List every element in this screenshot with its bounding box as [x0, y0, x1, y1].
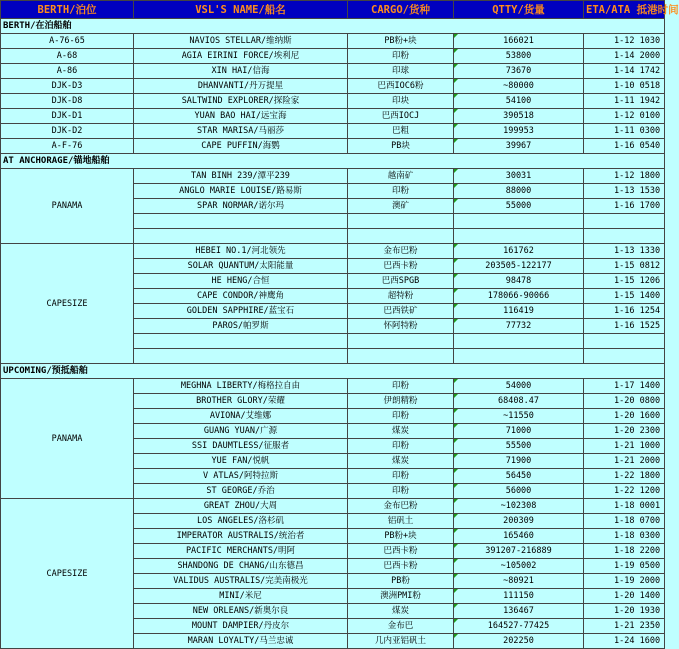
quantity-cell[interactable]: 73670 [454, 64, 584, 79]
quantity-cell[interactable]: 77732 [454, 319, 584, 334]
vessel-name-cell[interactable]: V ATLAS/阿特拉斯 [134, 469, 348, 484]
eta-cell[interactable]: 1-18 0001 [584, 499, 665, 514]
vessel-class-cell[interactable]: CAPESIZE [1, 499, 134, 649]
cargo-cell[interactable]: 铝矾土 [348, 514, 454, 529]
quantity-cell[interactable]: 98478 [454, 274, 584, 289]
empty-cell[interactable] [584, 349, 665, 364]
vessel-name-cell[interactable]: PACIFIC MERCHANTS/明阿 [134, 544, 348, 559]
quantity-cell[interactable]: 55500 [454, 439, 584, 454]
quantity-cell[interactable]: ~11550 [454, 409, 584, 424]
eta-cell[interactable]: 1-16 1254 [584, 304, 665, 319]
cargo-cell[interactable]: 印粉 [348, 49, 454, 64]
cargo-cell[interactable]: 伊朗精粉 [348, 394, 454, 409]
vessel-class-cell[interactable]: PANAMA [1, 169, 134, 244]
vessel-name-cell[interactable]: MARAN LOYALTY/马兰忠诚 [134, 634, 348, 649]
table-row [1, 499, 665, 514]
quantity-cell[interactable]: 200309 [454, 514, 584, 529]
eta-cell[interactable]: 1-12 0100 [584, 109, 665, 124]
quantity-cell[interactable]: 56000 [454, 484, 584, 499]
empty-cell[interactable] [454, 229, 584, 244]
vessel-name-cell[interactable]: NEW ORLEANS/新奥尔良 [134, 604, 348, 619]
table-row [1, 109, 665, 124]
cargo-cell[interactable]: 金布巴粉 [348, 244, 454, 259]
cargo-cell[interactable]: 金布巴 [348, 619, 454, 634]
empty-cell[interactable] [134, 334, 348, 349]
eta-cell[interactable]: 1-20 1930 [584, 604, 665, 619]
eta-cell[interactable]: 1-12 1800 [584, 169, 665, 184]
vessel-name-cell[interactable]: BROTHER GLORY/荣耀 [134, 394, 348, 409]
eta-cell[interactable]: 1-16 0540 [584, 139, 665, 154]
cargo-cell[interactable]: 巴西卡粉 [348, 559, 454, 574]
berth-cell[interactable]: DJK-D8 [1, 94, 134, 109]
quantity-cell[interactable]: ~80000 [454, 79, 584, 94]
quantity-cell[interactable]: 54100 [454, 94, 584, 109]
eta-cell[interactable]: 1-16 1525 [584, 319, 665, 334]
quantity-cell[interactable]: 116419 [454, 304, 584, 319]
empty-cell[interactable] [348, 214, 454, 229]
vessel-name-cell[interactable]: GOLDEN SAPPHIRE/蓝宝石 [134, 304, 348, 319]
cargo-cell[interactable]: 印块 [348, 94, 454, 109]
eta-cell[interactable]: 1-14 1742 [584, 64, 665, 79]
section-upcoming [1, 364, 665, 379]
vessel-name-cell[interactable]: TAN BINH 239/潭平239 [134, 169, 348, 184]
cargo-cell[interactable]: 印粉 [348, 409, 454, 424]
eta-cell[interactable]: 1-21 1000 [584, 439, 665, 454]
cargo-cell[interactable]: 巴西卡粉 [348, 544, 454, 559]
cargo-cell[interactable]: 煤炭 [348, 424, 454, 439]
vessel-name-cell[interactable]: YUE FAN/悦帆 [134, 454, 348, 469]
berth-cell[interactable]: A-76-65 [1, 34, 134, 49]
quantity-cell[interactable]: 391207-216889 [454, 544, 584, 559]
berth-cell[interactable]: A-86 [1, 64, 134, 79]
vessel-name-cell[interactable]: AVIONA/艾维娜 [134, 409, 348, 424]
vessel-class-cell[interactable]: CAPESIZE [1, 244, 134, 364]
quantity-cell[interactable]: ~105002 [454, 559, 584, 574]
table-row [1, 34, 665, 49]
cargo-cell[interactable]: 印粉 [348, 439, 454, 454]
vessel-name-cell[interactable]: ST GEORGE/乔治 [134, 484, 348, 499]
empty-cell[interactable] [134, 214, 348, 229]
quantity-cell[interactable]: 136467 [454, 604, 584, 619]
vessel-name-cell[interactable]: SOLAR QUANTUM/太阳能量 [134, 259, 348, 274]
table-row [1, 244, 665, 259]
section-title[interactable]: BERTH/在泊船舶 [1, 19, 665, 34]
empty-cell[interactable] [348, 334, 454, 349]
cargo-cell[interactable]: PB粉+块 [348, 34, 454, 49]
empty-cell[interactable] [454, 214, 584, 229]
vessel-name-cell[interactable]: CAPE CONDOR/神鹰角 [134, 289, 348, 304]
vessel-name-cell[interactable]: DHANVANTI/丹万提星 [134, 79, 348, 94]
empty-cell[interactable] [348, 229, 454, 244]
quantity-cell[interactable]: 178066-90066 [454, 289, 584, 304]
eta-cell[interactable]: 1-19 0500 [584, 559, 665, 574]
vessel-name-cell[interactable]: GUANG YUAN/广源 [134, 424, 348, 439]
eta-cell[interactable]: 1-20 1600 [584, 409, 665, 424]
quantity-cell[interactable]: 164527-77425 [454, 619, 584, 634]
vessel-name-cell[interactable]: MOUNT DAMPIER/丹皮尔 [134, 619, 348, 634]
eta-cell[interactable]: 1-22 1800 [584, 469, 665, 484]
vessel-name-cell[interactable]: STAR MARISA/马丽莎 [134, 124, 348, 139]
vessel-name-cell[interactable]: CAPE PUFFIN/海鹦 [134, 139, 348, 154]
quantity-cell[interactable]: 54000 [454, 379, 584, 394]
eta-cell[interactable]: 1-22 1200 [584, 484, 665, 499]
cargo-cell[interactable]: 印粉 [348, 484, 454, 499]
cargo-cell[interactable]: 巴西SPGB [348, 274, 454, 289]
table-row [1, 64, 665, 79]
empty-cell[interactable] [348, 349, 454, 364]
eta-cell[interactable]: 1-18 2200 [584, 544, 665, 559]
section-title[interactable]: UPCOMING/预抵船舶 [1, 364, 665, 379]
cargo-cell[interactable]: 金布巴粉 [348, 499, 454, 514]
cargo-cell[interactable]: 超特粉 [348, 289, 454, 304]
cargo-cell[interactable]: 印球 [348, 64, 454, 79]
table-row [1, 124, 665, 139]
eta-cell[interactable]: 1-20 1400 [584, 589, 665, 604]
vessel-name-cell[interactable]: GREAT ZHOU/大周 [134, 499, 348, 514]
cargo-cell[interactable]: PB粉+块 [348, 529, 454, 544]
section-title[interactable]: AT ANCHORAGE/锚地船舶 [1, 154, 665, 169]
table-row [1, 169, 665, 184]
quantity-cell[interactable]: 71900 [454, 454, 584, 469]
quantity-cell[interactable]: 55000 [454, 199, 584, 214]
vessel-name-cell[interactable]: HE HENG/合恒 [134, 274, 348, 289]
empty-cell[interactable] [454, 349, 584, 364]
cargo-cell[interactable]: 巴西卡粉 [348, 259, 454, 274]
empty-cell[interactable] [584, 229, 665, 244]
eta-cell[interactable]: 1-18 0300 [584, 529, 665, 544]
vessel-name-cell[interactable]: VALIDUS AUSTRALIS/完美南极光 [134, 574, 348, 589]
header-row [1, 1, 665, 19]
cargo-cell[interactable]: PB块 [348, 139, 454, 154]
section-anchorage [1, 154, 665, 169]
header-vessel-name[interactable]: VSL'S NAME/船名 [134, 1, 348, 19]
empty-cell[interactable] [584, 334, 665, 349]
eta-cell[interactable]: 1-16 1700 [584, 199, 665, 214]
quantity-cell[interactable]: 88000 [454, 184, 584, 199]
cargo-cell[interactable]: 煤炭 [348, 454, 454, 469]
eta-cell[interactable]: 1-20 2300 [584, 424, 665, 439]
eta-cell[interactable]: 1-15 1206 [584, 274, 665, 289]
eta-cell[interactable]: 1-19 2000 [584, 574, 665, 589]
eta-cell[interactable]: 1-10 0518 [584, 79, 665, 94]
vessel-name-cell[interactable]: SHANDONG DE CHANG/山东德昌 [134, 559, 348, 574]
vessel-name-cell[interactable]: IMPERATOR AUSTRALIS/统治者 [134, 529, 348, 544]
table-row [1, 79, 665, 94]
quantity-cell[interactable]: 68408.47 [454, 394, 584, 409]
cargo-cell[interactable]: 煤炭 [348, 604, 454, 619]
cargo-cell[interactable]: 澳洲PMI粉 [348, 589, 454, 604]
quantity-cell[interactable]: 71000 [454, 424, 584, 439]
quantity-cell[interactable]: 202250 [454, 634, 584, 649]
vessel-name-cell[interactable]: ANGLO MARIE LOUISE/路易斯 [134, 184, 348, 199]
quantity-cell[interactable]: 111150 [454, 589, 584, 604]
cargo-cell[interactable]: 怀阿特粉 [348, 319, 454, 334]
cargo-cell[interactable]: 巴粗 [348, 124, 454, 139]
table-row [1, 94, 665, 109]
vessel-class-cell[interactable]: PANAMA [1, 379, 134, 499]
quantity-cell[interactable]: 390518 [454, 109, 584, 124]
empty-cell[interactable] [454, 334, 584, 349]
header-cargo[interactable]: CARGO/货种 [348, 1, 454, 19]
berth-cell[interactable]: DJK-D2 [1, 124, 134, 139]
vessel-name-cell[interactable]: PAROS/帕罗斯 [134, 319, 348, 334]
vessel-name-cell[interactable]: HEBEI NO.1/河北领先 [134, 244, 348, 259]
cargo-cell[interactable]: 几内亚铝矾土 [348, 634, 454, 649]
berth-cell[interactable]: DJK-D1 [1, 109, 134, 124]
eta-cell[interactable]: 1-15 0812 [584, 259, 665, 274]
cargo-cell[interactable]: 巴西IOCJ [348, 109, 454, 124]
berth-cell[interactable]: DJK-D3 [1, 79, 134, 94]
quantity-cell[interactable]: 53800 [454, 49, 584, 64]
eta-cell[interactable]: 1-24 1600 [584, 634, 665, 649]
vessel-name-cell[interactable]: LOS ANGELES/洛杉矶 [134, 514, 348, 529]
quantity-cell[interactable]: 199953 [454, 124, 584, 139]
eta-cell[interactable]: 1-11 1942 [584, 94, 665, 109]
empty-cell[interactable] [134, 349, 348, 364]
vessel-name-cell[interactable]: NAVIOS STELLAR/维纳斯 [134, 34, 348, 49]
empty-cell[interactable] [134, 229, 348, 244]
eta-cell[interactable]: 1-13 1330 [584, 244, 665, 259]
quantity-cell[interactable]: 161762 [454, 244, 584, 259]
header-eta[interactable]: ETA/ATA 抵港时间 [584, 1, 665, 19]
cargo-cell[interactable]: 印粉 [348, 184, 454, 199]
cargo-cell[interactable]: 越南矿 [348, 169, 454, 184]
eta-cell[interactable]: 1-11 0300 [584, 124, 665, 139]
eta-cell[interactable]: 1-12 1030 [584, 34, 665, 49]
quantity-cell[interactable]: 56450 [454, 469, 584, 484]
vessel-name-cell[interactable]: SPAR NORMAR/诺尔玛 [134, 199, 348, 214]
table-row [1, 139, 665, 154]
cargo-cell[interactable]: 巴西IOC6粉 [348, 79, 454, 94]
cargo-cell[interactable]: 印粉 [348, 379, 454, 394]
eta-cell[interactable]: 1-15 1400 [584, 289, 665, 304]
eta-cell[interactable]: 1-17 1400 [584, 379, 665, 394]
header-quantity[interactable]: QTTY/货量 [454, 1, 584, 19]
empty-cell[interactable] [584, 214, 665, 229]
table-row [1, 379, 665, 394]
eta-cell[interactable]: 1-14 2000 [584, 49, 665, 64]
eta-cell[interactable]: 1-21 2000 [584, 454, 665, 469]
berth-cell[interactable]: A-68 [1, 49, 134, 64]
quantity-cell[interactable]: 166021 [454, 34, 584, 49]
cargo-cell[interactable]: PB粉 [348, 574, 454, 589]
table-row [1, 49, 665, 64]
vessel-name-cell[interactable]: MEGHNA LIBERTY/梅格拉自由 [134, 379, 348, 394]
eta-cell[interactable]: 1-13 1530 [584, 184, 665, 199]
quantity-cell[interactable]: 203505-122177 [454, 259, 584, 274]
quantity-cell[interactable]: ~80921 [454, 574, 584, 589]
vessel-name-cell[interactable]: SALTWIND EXPLORER/探险家 [134, 94, 348, 109]
header-berth[interactable]: BERTH/泊位 [1, 1, 134, 19]
quantity-cell[interactable]: 30031 [454, 169, 584, 184]
eta-cell[interactable]: 1-18 0700 [584, 514, 665, 529]
section-berth [1, 19, 665, 34]
cargo-cell[interactable]: 印粉 [348, 469, 454, 484]
vessel-name-cell[interactable]: XIN HAI/信海 [134, 64, 348, 79]
vessel-name-cell[interactable]: MINI/米尼 [134, 589, 348, 604]
eta-cell[interactable]: 1-20 0800 [584, 394, 665, 409]
vessel-name-cell[interactable]: SSI DAUMTLESS/征服者 [134, 439, 348, 454]
vessel-name-cell[interactable]: YUAN BAO HAI/远宝海 [134, 109, 348, 124]
quantity-cell[interactable]: ~102308 [454, 499, 584, 514]
quantity-cell[interactable]: 39967 [454, 139, 584, 154]
vessel-name-cell[interactable]: AGIA EIRINI FORCE/埃利尼 [134, 49, 348, 64]
quantity-cell[interactable]: 165460 [454, 529, 584, 544]
cargo-cell[interactable]: 澳矿 [348, 199, 454, 214]
eta-cell[interactable]: 1-21 2350 [584, 619, 665, 634]
cargo-cell[interactable]: 巴西铁矿 [348, 304, 454, 319]
berth-cell[interactable]: A-F-76 [1, 139, 134, 154]
